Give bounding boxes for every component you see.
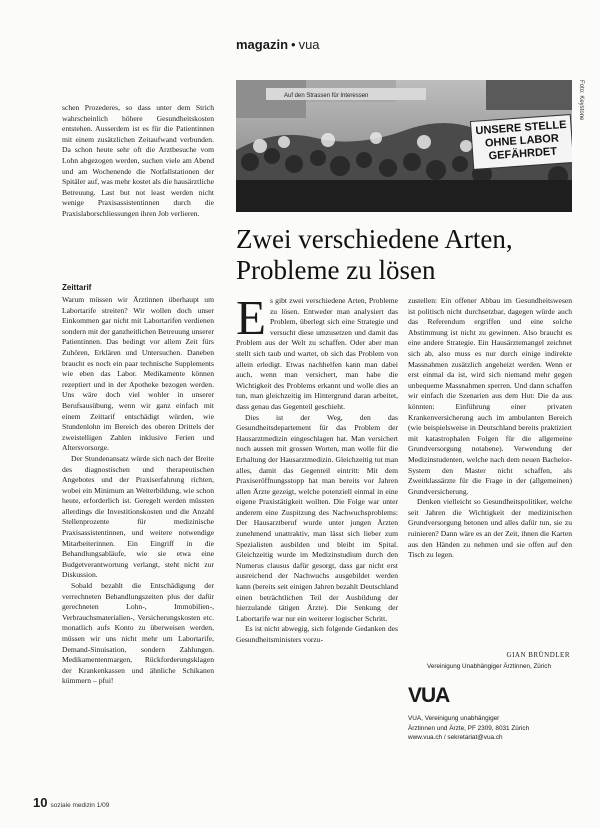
contact-line[interactable]: www.vua.ch / sekretariat@vua.ch <box>408 734 503 741</box>
column-left-bottom <box>62 295 214 687</box>
lead-paragraph <box>236 290 398 413</box>
publication-name: soziale medizin 1/09 <box>50 802 110 809</box>
paragraph: Denken vielleicht so Gesundheitspolitiker, welche seit Jahren die Wichtigkeit der medizinischen Grundversorgung betonen und alles dafür tun, sie zu ruinieren? Dann wäre es an der Zeit, ihnen die Karten aus den Händen zu nehmen und sie offen auf den Tisch zu legen. <box>408 497 572 560</box>
paragraph: Der Stundenansatz würde sich nach der Breite des diagnostischen und therapeutischen Angebotes und der Praxiserfahrung richten, wobei ein Minimum an Weiterbildung, wie schon heute, erforderlich ist. Geregelt werden müssten allerdings die Investitionskosten und die Anzahl Stellenprozente für medizinische Praxisassistentinnen, und weitere notwendige Mitarbeiterinnen. Ein Eingriff in die Behandlungsabläufe, wie sie etwa eine Budgetverantwortung verlangt, steht nicht zur Diskussion. <box>62 453 214 580</box>
sign-line-2: OHNE LABOR <box>484 132 560 150</box>
author-organization: Vereinigung Unabhängiger Ärztinnen, Zürich <box>427 663 551 670</box>
column-left-top <box>62 103 214 220</box>
demonstration-photo <box>236 80 572 212</box>
article-photo <box>236 80 572 212</box>
lead-text: s gibt zwei verschiedene Arten, Probleme zu lösen. Entweder man analysiert das Problem, überlegt sich eine Strategie und versucht diese umzusetzen und damit das Problem aus der Welt zu schaffen. Oder aber man stellt sich taub und wartet, ob sich das Problem von allein erledigt. Etwas nachhelfen kann man dabei auch, wenn man versichert, man habe die Wichtigkeit des Problems erkannt und wolle dies an tun, man gleichzeitig im Hintergrund daran arbeitet, dass genau das Gegenteil geschieht. <box>236 296 398 411</box>
photo-credit-text: Foto: Keystone <box>578 80 584 121</box>
header-separator: • <box>291 37 296 52</box>
paragraph: Warum müssen wir Ärztinnen überhaupt um Labortarife streiten? Wir wollen doch unser Einkommen gar nicht mit Labortarifen verdienen sondern mit der ganzheitlichen Betreuung unserer Patientinnen. Das bedingt vor allem Zeit fürs Zuhören, Erklären und Untersuchen. Daneben braucht es noch ein paar technische Supplements wie eben das Labor. Medikamente können rezeptiert und in der Apotheke bezogen werden. Uns wäre doch viel wohler in unserer Berufsausübung, wenn wir ganz einfach mit einem Zeittarif entschädigt würden, wie Stundenlohn im Bereich des oberen Drittels der zweistelligen Zahlen inklusive Ferien und Altersvorsorge. <box>62 295 214 453</box>
contact-line: VUA, Vereinigung unabhängiger <box>408 715 500 722</box>
author-name: GIAN BRÜNDLER <box>506 651 570 659</box>
section-label: magazin <box>236 37 289 52</box>
subheading: Zeittarif <box>62 283 92 292</box>
contact-info <box>408 714 572 743</box>
sign-line-1: UNSERE STELLE <box>475 118 567 138</box>
contact-line: Ärztinnen und Ärzte, PF 2309, 8031 Zürich <box>408 724 530 732</box>
column-middle <box>236 290 398 646</box>
page-footer <box>33 795 109 810</box>
sign-line-3: GEFÄHRDET <box>488 145 558 163</box>
title-line-1: Zwei verschiedene Arten, <box>236 224 513 254</box>
title-line-2: Probleme zu lösen <box>236 255 436 285</box>
paragraph: Sobald bezahlt die Entschädigung der verrechneten Behandlungszeiten plus der dafür gerechneten Lohn-, Immobilien-, Verbrauchsmaterialien-, Versicherungskosten etc. monatlich aufs Konto zu überweisen werden, müssen wir uns nicht mehr um Labortarife, Demand-Sinuisation, sondern Zahlungen. Medikamentenmargen, Rückforderungsklagen der Krankenkassen und ähnliche Schikanen kümmern – pfui! <box>62 581 214 686</box>
section-header <box>236 37 320 52</box>
banner-text: Auf den Strassen für Interessen <box>284 93 369 99</box>
paragraph: Dies ist der Weg, den das Gesundheitsdepartement für das Problem der Hausarztmedizin eingeschlagen hat. Man versichert noch aussen mit grossen Worten, man wolle für die Erhaltung der Hausarztmedizin. Gleichzeitig tut man alles, damit das Gegenteil eintritt: Mit dem Praxiseröffnungsstopp hat man bereits vor Jahren allen Ärzte gezeigt, welche potenziell einmal in eine eigene Praxistätigkeit wollten. Die Folge war unter anderem eine Zuspitzung des Nachwuchsproblems: Der Hausarztberuf wurde unter jungen Ärzten zunehmend unattraktiv, man lässt sich lieber zum Spezialisten ausbilden und bleibt im Spital. Gleichzeitig wurde im Medizinstudium durch den Numerus clausus dafür gesorgt, dass gar nicht erst ausreichend der Nachwuchs ausgebildet werden kann (bereits seit einigen Jahren bezahlt Deutschland einen beträchtlichen Teil der Ausbildung der hierzulande tätigen Ärzte). Die Senkung der Labortarife war nur ein weiterer logischer Schritt. <box>236 412 398 623</box>
paragraph: Es ist nicht abwegig, sich folgende Gedanken des Gesundheitsministers vorzu- <box>236 624 398 644</box>
vua-logo: VUA <box>408 684 450 707</box>
photo-credit <box>574 80 584 210</box>
paragraph: schen Prozederes, so dass unter dem Strich wahrscheinlich höhere Gesundheitskosten entstehen. Ausserdem ist es für die Patientinnen mit einem zusätzlichen Zeitaufwand verbunden. Da schon heute sehr oft die Arztbesuche vom Lohn abgezogen werden, suchen viele am Abend und am Wochenende die Notfallstationen der Spitäler auf, was mehr kostet als die hausärztliche Betreuung. Last but not least werden nicht wenige Praxisassistentinnen durch die Praxislaborschliessungen ihren Job verlieren. <box>62 103 214 218</box>
drop-cap: E <box>236 290 266 345</box>
section-tag: vua <box>298 37 320 52</box>
page-number: 10 <box>33 795 48 810</box>
column-right <box>408 296 572 561</box>
article-title <box>236 224 576 286</box>
paragraph: zustellen: Ein offener Abbau im Gesundheitswesen ist politisch nicht durchsetzbar, dagegen würde auch das Referendum ergriffen und eine solche Abstimmung ist nicht zu gewinnen. Also braucht es eine andere Strategie. Ein Hausärztemangel zeichnet sich ab, also muss es nur durch einige indirekte Massnahmen zusätzlich angeheizt werden. Wenn er erst einmal da ist, wird sich niemand mehr gegen unbequeme Massnahmen sperren. Und dann schaffen wir einfach die Szenarien aus dem Hut: Die da aus könnten: Einführung einer privaten Krankenversicherung auch im ambulanten Bereich (wie beispielsweise in Deutschland bereits praktiziert mit katastrophalen Folgen für die allgemeine Grundversorgung notabene). Verwendung der Medizinstudenten, welche nach dem neuen Bachelor-System den Master nicht schaffen, als Zweitklassärzte für die Frage in der (allgemeinen) Grundversicherung. <box>408 296 572 496</box>
